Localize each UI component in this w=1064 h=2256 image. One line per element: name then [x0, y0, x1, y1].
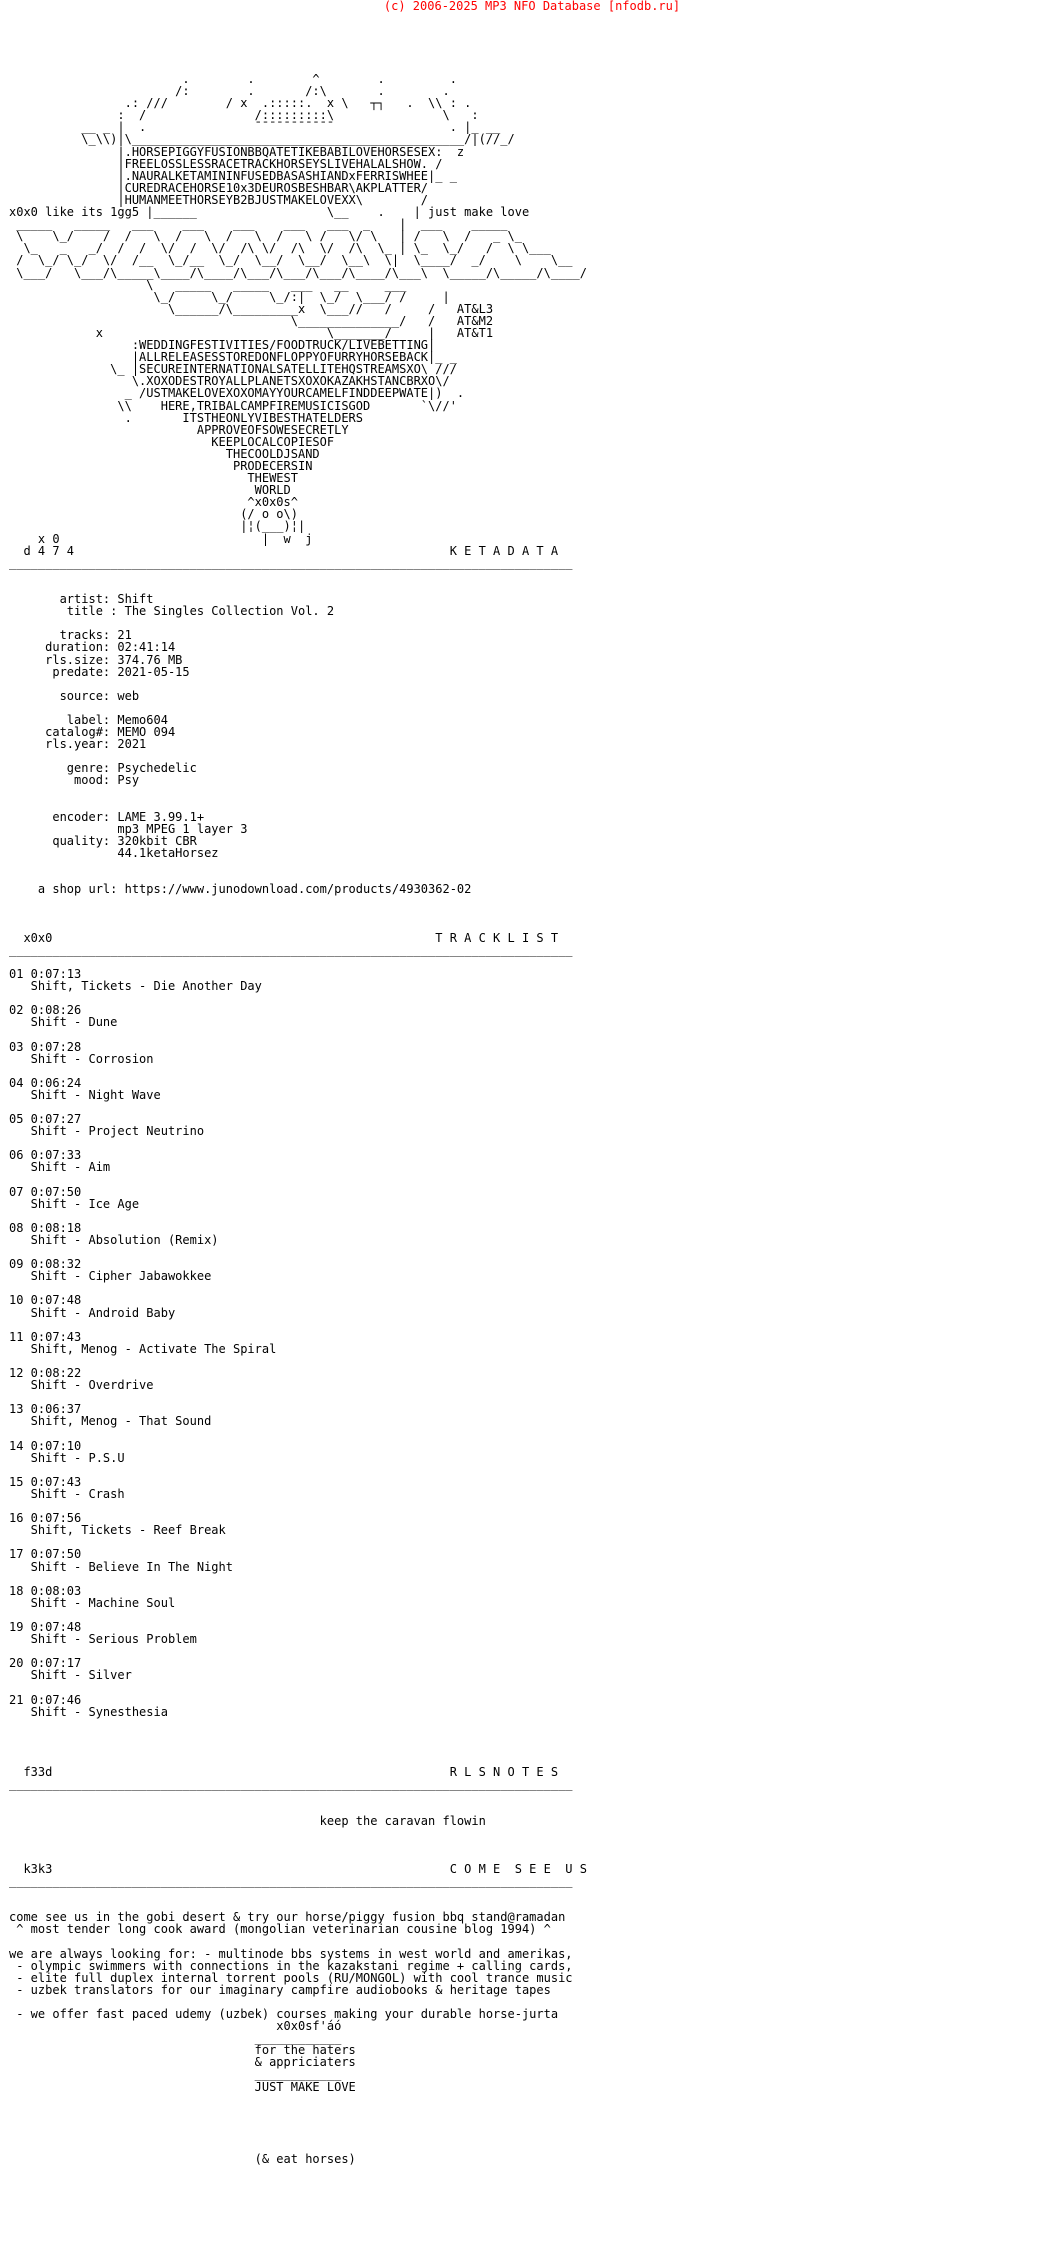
nfo-document-text: . . ^ . . /: . /:\ . . .: /// / x .:::::. x \ ┬┐ . \\ : . : / /:::::::::\ \ : __ _ | . ¯¯¯¯¯¯¯¯¯¯¯ . |_ __ \_\\)|\______________________________________________/|(//_/ |.HORSEPIGGYFUSIONBBQATETIKEBABILOVEHORSESEX: z |FREELOSSLESSRACETRACKHORSEYSLIVEHALALSHOW. / |.NAURALKETAMININFUSEDBASASHIANDxFERRISWHEE|_ _ |CUREDRACEHORSE10x3DEUROSBESHBAR\AKPLATTER/ |HUMANMEETHORSEYB2BJUSTMAKELOVEXX\ / x0x0 like its 1gg5 |______ \__ . | just make love _____ _____ ___ ___ ___ ___ ___ _ | ___ _____ \ \_/ / / \ / \ / \ / \ / \/ \ | / \ / _ \_ \_ _ _/ / / \/ / \/ /\ \/ /\ \/ /\ \_ | \_ \_/ / \ \___ / \_/ \_/ \/ /__ \_/__ \_/ \__/ \__/ \__\ \| \____/ _/ \ \__ \___/ \___/\_____\____/\____/\___/\___/\___/\____/\___\ \_____/\_____/\____/ \ _____ _____ ___ __ ___ \_/ \_/ \_/:| \_/ \___/ / | \______/\_________x \___// / / AT&L3 \______________/ / AT&M2 x \_______/ | AT&T1 :WEDDINGFESTIVITIES/FOODTRUCK/LIVEBETTING| |ALLRELEASESSTOREDONFLOPPYOFURRYHORSEBACK|_ _ \_ |SECUREINTERNATIONALSATELLITEHQSTREAMSXO\ /// \.XOXODESTROYALLPLANETSXOXOKAZAKHSTANCBRXO\/ _ /USTMAKELOVEXOXOMAYYOURCAMELFINDDEEPWATE|) . \\ HERE,TRIBALCAMPFIREMUSICISGOD `\//' . ITSTHEONLYVIBESTHATELDERS APPROVEOFSOWESECRETLY KEEPLOCALCOPIESOF THECOOLDJSAND PRODECERSIN THEWEST WORLD ^x0x0s^ (/ o o\) |¦(___)¦| x 0 | w j d 4 7 4 K E T A D A T A ______________________________________________________________________________ artist: Shift title : The Singles Collection Vol. 2 tracks: 21 duration: 02:41:14 rls.size: 374.76 MB predate: 2021-05-15 source: web label: Memo604 catalog#: MEMO 094 rls.year: 2021 genre: Psychedelic mood: Psy encoder: LAME 3.99.1+ mp3 MPEG 1 layer 3 quality: 320kbit CBR 44.1ketaHorsez a shop url: https://www.junodownload.com/products/4930362-02 x0x0 T R A C K L I S T ______________________________________________________________________________ 01 0:07:13 Shift, Tickets - Die Another Day 02 0:08:26 Shift - Dune 03 0:07:28 Shift - Corrosion 04 0:06:24 Shift - Night Wave 05 0:07:27 Shift - Project Neutrino 06 0:07:33 Shift - Aim 07 0:07:50 Shift - Ice Age 08 0:08:18 Shift - Absolution (Remix) 09 0:08:32 Shift - Cipher Jabawokkee 10 0:07:48 Shift - Android Baby 11 0:07:43 Shift, Menog - Activate The Spiral 12 0:08:22 Shift - Overdrive 13 0:06:37 Shift, Menog - That Sound 14 0:07:10 Shift - P.S.U 15 0:07:43 Shift - Crash 16 0:07:56 Shift, Tickets - Reef Break 17 0:07:50 Shift - Believe In The Night 18 0:08:03 Shift - Machine Soul 19 0:07:48 Shift - Serious Problem 20 0:07:17 Shift - Silver 21 0:07:46 Shift - Synesthesia f33d R L S N O T E S ______________________________________________________________________________ keep the caravan flowin k3k3 C O M E S E E U S ______________________________________________________________________________ come see us in the gobi desert & try our horse/piggy fusion bbq stand@ramadan ^ most tender long cook award (mongolian veterinarian cousine blog 1994) ^ we are always looking for: - multinode bbs systems in west world and amerikas, - olympic swimmers with connections in the kazakstani regime + calling cards, - elite full duplex internal torrent pools (RU/MONGOL) with cool trance music - uzbek translators for our imaginary campfire audiobooks & heritage tapes - we offer fast paced udemy (uzbek) courses making your durable horse-jurta x0x0sf'áó ____________ for the haters & appriciaters ____________ JUST MAKE LOVE (& eat horses) [9, 72, 587, 2167]
nfodb-copyright-banner: (c) 2006-2025 MP3 NFO Database [nfodb.ru] [383, 0, 681, 13]
